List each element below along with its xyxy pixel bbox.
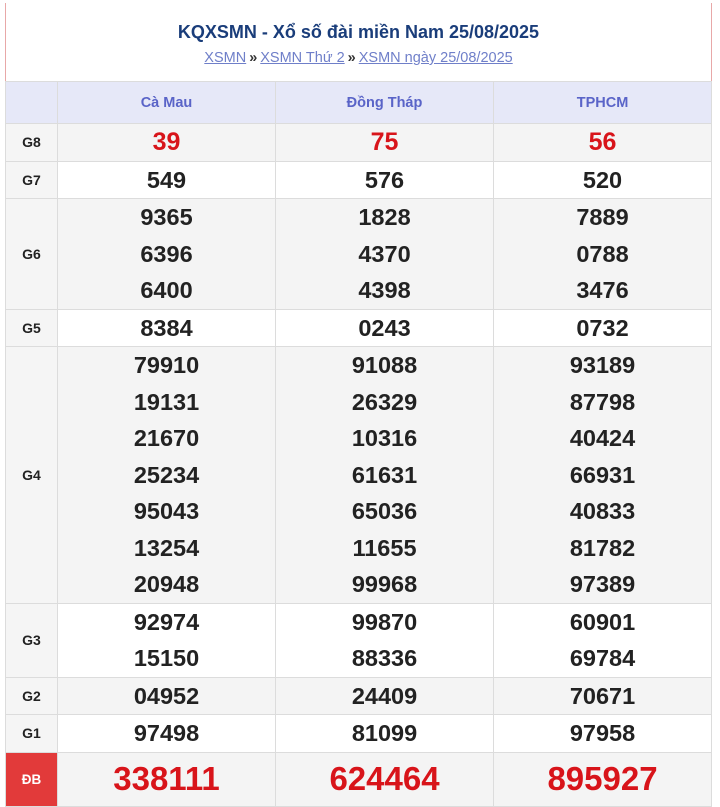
prize-number: 549 <box>146 166 187 193</box>
prize-cell <box>494 347 712 604</box>
breadcrumb-xsmn-monday-link[interactable]: XSMN Thứ 2 <box>260 50 345 66</box>
prize-number: 81099 <box>351 720 418 746</box>
prize-number: 81782 <box>569 534 636 561</box>
prize-cell <box>494 161 712 199</box>
prize-number: 24409 <box>351 682 418 709</box>
prize-number: 11655 <box>352 534 417 561</box>
prize-number: 6396 <box>140 240 193 267</box>
prize-number: 0732 <box>576 314 629 341</box>
breadcrumb-separator: » <box>249 50 258 66</box>
prize-cell <box>494 752 712 806</box>
prize-row-g2 <box>6 677 712 715</box>
prize-number: 56 <box>588 128 617 156</box>
prize-cell <box>276 715 494 753</box>
province-header-ca-mau: Cà Mau <box>58 82 276 124</box>
prize-number: 39 <box>152 128 181 156</box>
prize-number: 66931 <box>569 461 636 488</box>
prize-label: ĐB <box>6 752 58 806</box>
prize-cell <box>494 199 712 310</box>
prize-cell <box>58 347 276 604</box>
prize-cell <box>494 309 712 347</box>
prize-number: 92974 <box>133 608 200 635</box>
prize-cell <box>58 124 276 162</box>
prize-cell <box>276 199 494 310</box>
prize-number: 1828 <box>358 204 411 230</box>
prize-number: 60901 <box>569 608 636 635</box>
prize-row-g3 <box>6 603 712 677</box>
prize-cell <box>494 677 712 715</box>
prize-number: 21670 <box>133 425 200 451</box>
prize-cell <box>276 677 494 715</box>
prize-number: 87798 <box>569 388 636 415</box>
prize-number: 69784 <box>569 645 636 671</box>
prize-cell <box>276 752 494 806</box>
province-header-row <box>6 82 712 124</box>
breadcrumb <box>6 49 711 67</box>
prize-cell <box>276 347 494 604</box>
prize-number: 95043 <box>133 498 200 524</box>
prize-row-g5 <box>6 309 712 347</box>
prize-cell <box>276 124 494 162</box>
prize-table-body <box>6 124 712 807</box>
prize-number: 61631 <box>351 461 418 488</box>
prize-label: G7 <box>6 161 58 199</box>
prize-number: 895927 <box>547 759 658 797</box>
prize-cell <box>58 715 276 753</box>
prize-number: 70671 <box>569 682 636 709</box>
prize-cell <box>276 309 494 347</box>
prize-number: 40833 <box>569 498 636 524</box>
prize-row-g6 <box>6 199 712 310</box>
prize-number: 97498 <box>133 720 200 746</box>
prize-row-g8 <box>6 124 712 162</box>
prize-number: 79910 <box>133 352 200 378</box>
prize-number: 91088 <box>351 352 418 378</box>
prize-number: 04952 <box>133 682 200 709</box>
prize-cell <box>494 124 712 162</box>
province-header-dong-thap: Đồng Tháp <box>276 82 494 124</box>
prize-row-db <box>6 752 712 806</box>
prize-cell <box>58 161 276 199</box>
prize-cell <box>494 715 712 753</box>
prize-row-g7 <box>6 161 712 199</box>
province-header-tphcm: TPHCM <box>494 82 712 124</box>
prize-cell <box>58 677 276 715</box>
prize-number: 4370 <box>358 240 411 267</box>
prize-number: 65036 <box>351 498 418 524</box>
prize-number: 0788 <box>576 240 629 267</box>
prize-number: 4398 <box>358 277 411 303</box>
results-panel <box>5 3 712 804</box>
prize-cell <box>58 309 276 347</box>
prize-number: 8384 <box>140 314 193 341</box>
prize-number: 338111 <box>113 759 220 797</box>
prize-cell <box>58 199 276 310</box>
prize-number: 20948 <box>133 571 200 597</box>
prize-number: 15150 <box>133 645 200 671</box>
breadcrumb-xsmn-date-link[interactable]: XSMN ngày 25/08/2025 <box>358 50 513 66</box>
results-table <box>5 81 712 807</box>
prize-label: G1 <box>6 715 58 753</box>
prize-number: 13254 <box>133 534 200 561</box>
prize-cell <box>494 603 712 677</box>
results-header <box>6 3 711 81</box>
prize-cell <box>58 603 276 677</box>
prize-label: G8 <box>6 124 58 162</box>
prize-label: G5 <box>6 309 58 347</box>
prize-cell <box>276 603 494 677</box>
prize-number: 88336 <box>351 645 418 671</box>
prize-number: 19131 <box>133 388 200 415</box>
prize-label: G4 <box>6 347 58 604</box>
prize-number: 576 <box>364 166 405 193</box>
prize-number: 624464 <box>329 759 440 797</box>
prize-row-g4 <box>6 347 712 604</box>
prize-number: 75 <box>370 128 399 156</box>
prize-row-g1 <box>6 715 712 753</box>
prize-number: 3476 <box>576 277 629 303</box>
prize-cell <box>276 161 494 199</box>
prize-number: 0243 <box>358 314 411 341</box>
prize-number: 99968 <box>351 571 418 597</box>
page-title: KQXSMN - Xổ số đài miền Nam 25/08/2025 <box>177 22 540 42</box>
prize-number: 25234 <box>133 461 200 488</box>
prize-number: 10316 <box>351 425 418 451</box>
prize-number: 6400 <box>140 277 193 303</box>
prize-label: G2 <box>6 677 58 715</box>
prize-number: 99870 <box>351 608 418 635</box>
prize-number: 7889 <box>576 204 629 230</box>
prize-number: 9365 <box>140 204 193 230</box>
breadcrumb-xsmn-link[interactable]: XSMN <box>204 50 247 66</box>
prize-cell <box>58 752 276 806</box>
prize-number: 26329 <box>351 388 418 415</box>
prize-number: 97389 <box>569 571 636 597</box>
prize-number: 40424 <box>569 425 636 451</box>
prize-number: 97958 <box>569 720 636 746</box>
prize-label: G6 <box>6 199 58 310</box>
prize-number: 520 <box>582 166 623 193</box>
prize-number: 93189 <box>569 352 636 378</box>
prize-label: G3 <box>6 603 58 677</box>
breadcrumb-separator: » <box>347 50 356 66</box>
corner-cell <box>6 82 58 124</box>
